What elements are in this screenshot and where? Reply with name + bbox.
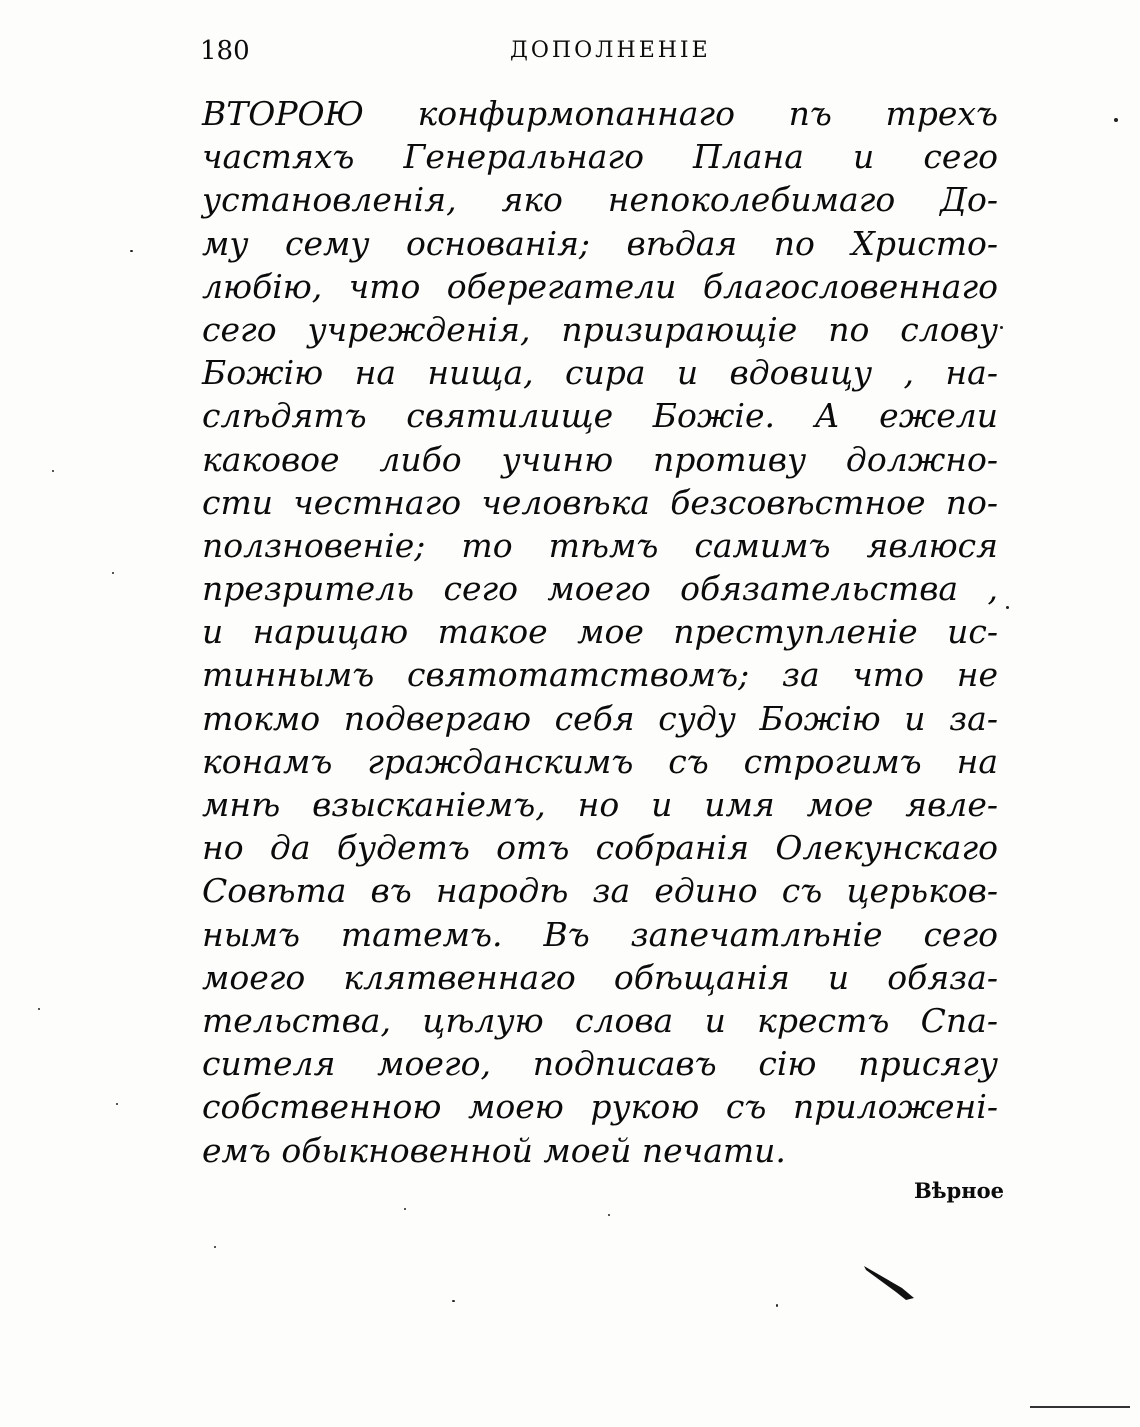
catchword: Вѣрное bbox=[914, 1178, 1004, 1203]
text-line: сителя моего, подписавъ сію присягу bbox=[202, 1044, 998, 1084]
scan-speck bbox=[404, 1208, 406, 1210]
text-line: Божію на нища, сира и вдовицу , на- bbox=[202, 353, 998, 393]
scan-speck bbox=[116, 1103, 118, 1105]
body-text bbox=[202, 92, 998, 1172]
text-line: Совѣта въ народѣ за едино съ церьков- bbox=[202, 871, 998, 911]
text-line: частяхъ Генеральнаго Плана и сего bbox=[202, 137, 998, 177]
scan-speck bbox=[1006, 606, 1009, 609]
text-line: установленія, яко непоколебимаго До- bbox=[202, 180, 998, 220]
scan-speck bbox=[38, 1008, 40, 1010]
scan-speck bbox=[452, 1300, 455, 1302]
edge-rule bbox=[1030, 1406, 1130, 1408]
page-header bbox=[200, 36, 1000, 72]
text-line: собственною моею рукою съ приложені- bbox=[202, 1087, 998, 1127]
text-line: конамъ гражданскимъ съ строгимъ на bbox=[202, 741, 998, 781]
text-line: каковое либо учиню противу должно- bbox=[202, 439, 998, 479]
scan-speck bbox=[1114, 118, 1118, 122]
scan-speck bbox=[52, 470, 54, 472]
text-line: тиннымъ святотатствомъ; за что не bbox=[202, 655, 998, 695]
text-line: тельства, цѣлую слова и крестъ Спа- bbox=[202, 1000, 998, 1040]
text-line: ВТОРОЮ конфирмопаннаго пъ трехъ bbox=[202, 94, 998, 133]
text-line: сти честнаго человѣка безсовѣстное по- bbox=[202, 482, 998, 522]
scan-speck bbox=[214, 1246, 216, 1248]
text-line: презритель сего моего обязательства , bbox=[202, 569, 998, 609]
scan-speck bbox=[1000, 326, 1003, 329]
text-line: токмо подвергаю себя суду Божію и за- bbox=[202, 698, 998, 738]
text-line: и нарицаю такое мое преступленіе ис- bbox=[202, 612, 998, 652]
text-line: мнѣ взысканіемъ, но и имя мое явле- bbox=[202, 785, 998, 824]
text-line: емъ обыкновенной моей печати. bbox=[202, 1130, 786, 1170]
text-line: сего учрежденія, призирающіе по слову bbox=[202, 309, 998, 349]
scan-speck bbox=[608, 1214, 610, 1216]
scan-speck bbox=[112, 572, 114, 574]
text-line: любію, что оберегатели благословеннаго bbox=[202, 266, 998, 306]
text-line: слѣдятъ святилище Божіе. А ежели bbox=[202, 396, 998, 436]
page-number: 180 bbox=[200, 36, 250, 66]
scan-speck bbox=[130, 250, 133, 252]
text-line: но да будетъ отъ собранія Олекунскаго bbox=[202, 828, 998, 868]
text-line: му сему основанія; вѣдая по Христо- bbox=[202, 223, 998, 263]
scan-speck bbox=[776, 1304, 778, 1307]
ink-blot-mark bbox=[862, 1262, 918, 1302]
text-line: моего клятвеннаго обѣщанія и обяза- bbox=[202, 957, 998, 997]
text-line: ползновеніе; то тѣмъ самимъ явлюся bbox=[202, 525, 998, 565]
text-line: нымъ татемъ. Въ запечатлѣніе сего bbox=[202, 914, 998, 954]
running-head: ДОПОЛНЕНІЕ bbox=[510, 38, 711, 63]
